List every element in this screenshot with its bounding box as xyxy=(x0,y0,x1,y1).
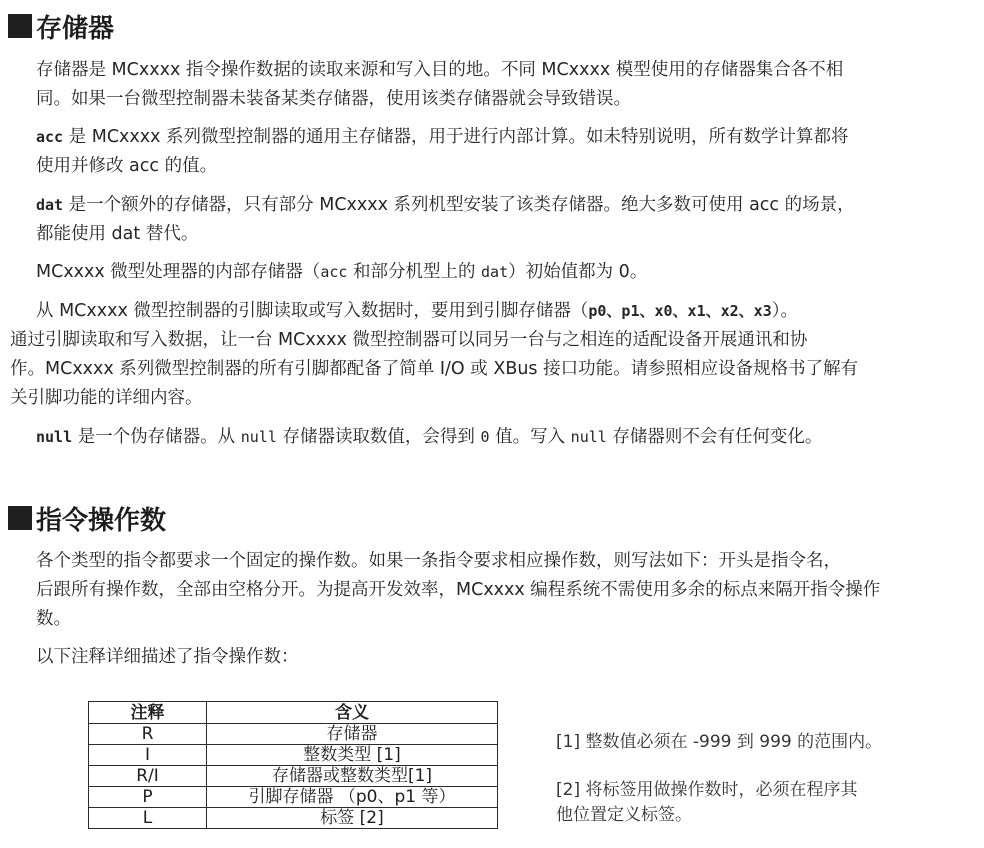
code-dat: dat xyxy=(481,263,509,281)
square-bullet-icon xyxy=(8,14,32,38)
text-line: 各个类型的指令都要求一个固定的操作数。如果一条指令要求相应操作数，则写法如下：开头是指令名， xyxy=(36,551,841,571)
text: 从 MCxxxx 微型控制器的引脚读取或写入数据时，要用到引脚存储器（ xyxy=(36,301,589,321)
code-zero: 0 xyxy=(480,428,490,446)
table-cell: R/I xyxy=(89,766,207,787)
text-line: 作。MCxxxx 系列微型控制器的所有引脚都配备了简单 I/O 或 XBus 接口功能。请参照相应设备规格书了解有 xyxy=(10,359,859,379)
text-line: 他位置定义标签。 xyxy=(556,805,692,825)
text: 是一个伪存储器。从 xyxy=(72,427,241,447)
text-line: 后跟所有操作数，全部由空格分开。为提高开发效率，MCxxxx 编程系统不需使用多余的标点来隔开指令操作 xyxy=(36,580,881,600)
paragraph-acc xyxy=(10,123,974,181)
text-line: [2] 将标签用做操作数时，必须在程序其 xyxy=(556,780,858,800)
text-line: 是一个额外的存储器，只有部分 MCxxxx 系列机型安装了该类存储器。绝大多数可使用 acc 的场景， xyxy=(63,195,855,215)
table-cell: 引脚存储器 （p0、p1 等） xyxy=(207,787,498,808)
column-header-meaning: 含义 xyxy=(207,702,498,724)
text-line: 关引脚功能的详细内容。 xyxy=(10,388,203,408)
text: ）初始值都为 0。 xyxy=(508,262,648,282)
text: 和部分机型上的 xyxy=(347,262,482,282)
table-row xyxy=(89,808,498,829)
operand-table xyxy=(88,701,498,829)
code-null: null xyxy=(240,428,277,446)
text: 值。写入 xyxy=(489,427,571,447)
text-line: 同。如果一台微型控制器未装备某类存储器，使用该类存储器就会导致错误。 xyxy=(36,89,631,109)
table-row xyxy=(89,787,498,808)
table-cell: 整数类型 [1] xyxy=(207,745,498,766)
footnote-2 xyxy=(556,778,956,828)
paragraph-registers-intro xyxy=(10,56,974,114)
text: ）。 xyxy=(771,301,798,321)
table-header-row xyxy=(89,702,498,724)
table-cell: L xyxy=(89,808,207,829)
term-acc: acc xyxy=(36,128,64,146)
paragraph-initial-values xyxy=(10,258,974,287)
table-cell: 存储器 xyxy=(207,724,498,745)
paragraph-dat xyxy=(10,191,974,249)
term-dat: dat xyxy=(36,196,64,214)
text-line: 存储器是 MCxxxx 指令操作数据的读取来源和写入目的地。不同 MCxxxx 模型使用的存储器集合各不相 xyxy=(36,60,844,80)
table-cell: I xyxy=(89,745,207,766)
table-row xyxy=(89,766,498,787)
text-line: 数。 xyxy=(36,609,71,629)
section-title: 指令操作数 xyxy=(36,505,167,536)
paragraph-pin-registers xyxy=(10,297,974,413)
term-null: null xyxy=(36,428,73,446)
paragraph-null xyxy=(10,423,974,452)
table-row xyxy=(89,724,498,745)
table-cell: R xyxy=(89,724,207,745)
pin-register-list: p0、p1、x0、x1、x2、x3 xyxy=(588,302,772,320)
text-line: 都能使用 dat 替代。 xyxy=(36,224,199,244)
code-acc: acc xyxy=(320,263,348,281)
table-row xyxy=(89,745,498,766)
paragraph-operands-intro xyxy=(10,547,974,634)
square-bullet-icon xyxy=(8,506,32,530)
paragraph-notes-intro xyxy=(10,643,974,672)
table-cell: 存储器或整数类型[1] xyxy=(207,766,498,787)
section-heading-registers xyxy=(8,8,114,44)
text-line: [1] 整数值必须在 -999 到 999 的范围内。 xyxy=(556,732,883,752)
text: MCxxxx 微型处理器的内部存储器（ xyxy=(36,262,321,282)
text-line: 以下注释详细描述了指令操作数： xyxy=(36,647,299,667)
section-title: 存储器 xyxy=(36,13,115,44)
section-heading-operands xyxy=(8,500,166,536)
footnote-1 xyxy=(556,730,956,755)
text-line: 是 MCxxxx 系列微型控制器的通用主存储器，用于进行内部计算。如未特别说明，所有数学计算都将 xyxy=(63,127,849,147)
text: 存储器则不会有任何变化。 xyxy=(606,427,823,447)
text: 存储器读取数值，会得到 xyxy=(276,427,481,447)
text-line: 使用并修改 acc 的值。 xyxy=(36,156,218,176)
table-cell: P xyxy=(89,787,207,808)
text-line: 通过引脚读取和写入数据，让一台 MCxxxx 微型控制器可以同另一台与之相连的适配设备开展通讯和协 xyxy=(10,330,808,350)
column-header-annotation: 注释 xyxy=(89,702,207,724)
code-null: null xyxy=(570,428,607,446)
table-cell: 标签 [2] xyxy=(207,808,498,829)
